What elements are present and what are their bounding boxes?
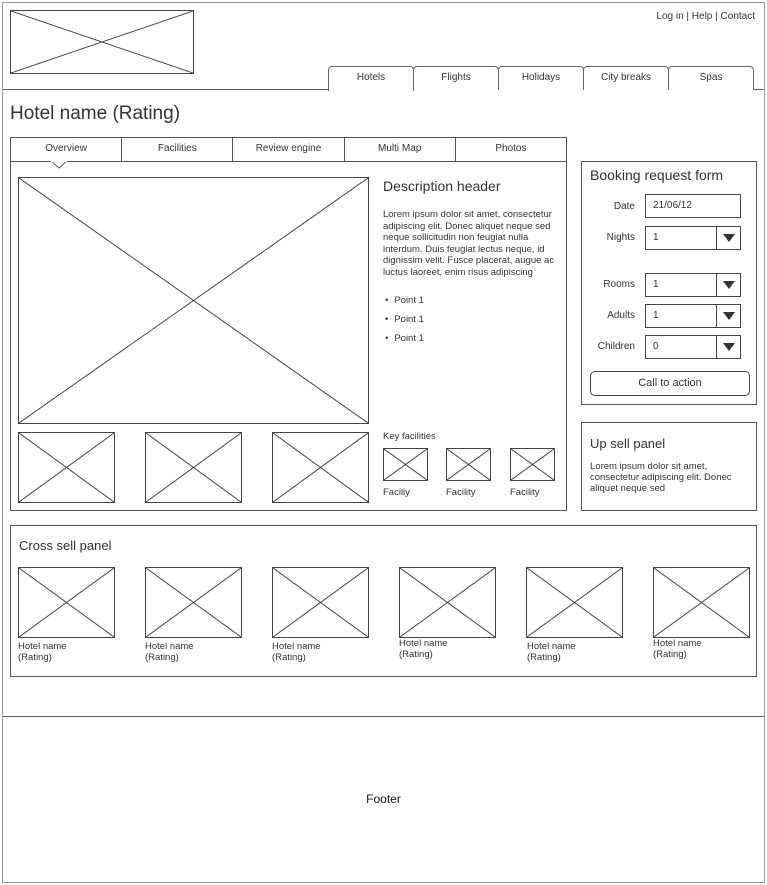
description-body: Lorem ipsum dolor sit amet, consectetur adipiscing elit. Donec aliquet neque sed neque sollicitudin non feugiat nulla interdum. Duis feugiat lectus neque, id dignissim velit. Fusce placerat, augue ac luctus laoreet, enim risus adipiscing <box>383 209 555 278</box>
crosssell-hotel-label[interactable]: Hotel name (Rating) <box>653 638 702 660</box>
thumbnail-image[interactable] <box>18 432 115 503</box>
footer: Footer <box>366 792 401 806</box>
nights-label: Nights <box>606 232 635 243</box>
upsell-panel <box>581 422 757 511</box>
chevron-down-icon[interactable] <box>716 227 740 249</box>
nav-tab-hotels[interactable]: Hotels <box>328 66 414 91</box>
facility-label: Facility <box>446 487 476 498</box>
facility-icon <box>383 448 428 481</box>
call-to-action-button[interactable]: Call to action <box>590 371 750 396</box>
facility-icon <box>510 448 555 481</box>
adults-select[interactable] <box>645 304 741 328</box>
date-label: Date <box>613 201 635 212</box>
description-points <box>385 295 424 352</box>
login-link[interactable]: Log in <box>656 11 684 22</box>
crosssell-hotel-label[interactable]: Hotel name (Rating) <box>145 641 194 663</box>
thumbnail-image[interactable] <box>145 432 242 503</box>
logo-placeholder-image[interactable] <box>10 10 194 74</box>
tab-multi-map[interactable]: Multi Map <box>345 138 456 161</box>
booking-form <box>581 161 757 405</box>
main-hotel-image[interactable] <box>18 177 369 424</box>
list-item: • Point 1 <box>385 295 424 314</box>
tab-photos[interactable]: Photos <box>495 143 527 154</box>
children-value: 0 <box>653 341 659 352</box>
crosssell-panel <box>10 525 757 677</box>
nights-select[interactable] <box>645 226 741 250</box>
booking-form-title: Booking request form <box>590 167 724 183</box>
upsell-body: Lorem ipsum dolor sit amet, consectetur adipiscing elit. Donec aliquet neque sed <box>590 461 732 494</box>
nav-tab-spas[interactable]: Spas <box>668 66 754 90</box>
rooms-select[interactable] <box>645 273 741 297</box>
chevron-down-icon[interactable] <box>716 305 740 327</box>
contact-link[interactable]: Contact <box>720 11 755 22</box>
tab-overview[interactable]: Overview <box>11 138 122 161</box>
crosssell-hotel-image[interactable] <box>18 567 115 638</box>
adults-label: Adults <box>607 310 635 321</box>
rooms-value: 1 <box>653 279 659 290</box>
sub-tabs <box>11 138 566 162</box>
rooms-label: Rooms <box>603 279 635 290</box>
facility-label: Facility <box>510 487 540 498</box>
help-link[interactable]: Help <box>691 11 713 22</box>
tab-review-engine[interactable]: Review engine <box>233 138 344 161</box>
crosssell-hotel-image[interactable] <box>526 567 623 638</box>
crosssell-hotel-label[interactable]: Hotel name (Rating) <box>272 641 321 663</box>
nav-tab-flights[interactable]: Flights <box>413 66 499 90</box>
utility-links: Log in | Help | Contact <box>656 11 755 22</box>
crosssell-title: Cross sell panel <box>19 538 112 553</box>
crosssell-hotel-image[interactable] <box>145 567 242 638</box>
crosssell-hotel-image[interactable] <box>399 567 496 638</box>
hotel-content-panel <box>10 137 567 511</box>
page-title: Hotel name (Rating) <box>10 103 181 124</box>
list-item: • Point 1 <box>385 333 424 352</box>
list-item: • Point 1 <box>385 314 424 333</box>
nav-tab-city-breaks[interactable]: City breaks <box>583 66 669 90</box>
upsell-title: Up sell panel <box>590 436 666 451</box>
nav-tab-holidays[interactable]: Holidays <box>498 66 584 90</box>
chevron-down-icon[interactable] <box>716 274 740 296</box>
facility-label: Faciliy <box>383 487 410 498</box>
main-nav <box>328 66 753 90</box>
facility-icon <box>446 448 491 481</box>
thumbnail-image[interactable] <box>272 432 369 503</box>
children-label: Children <box>597 341 635 352</box>
active-tab-pointer-icon <box>51 161 67 169</box>
crosssell-hotel-label[interactable]: Hotel name (Rating) <box>18 641 67 663</box>
chevron-down-icon[interactable] <box>716 336 740 358</box>
date-field[interactable]: 21/06/12 <box>645 194 741 218</box>
children-select[interactable] <box>645 335 741 359</box>
tab-facilities[interactable]: Facilities <box>122 138 233 161</box>
description-header: Description header <box>383 178 501 194</box>
crosssell-hotel-label[interactable]: Hotel name (Rating) <box>399 638 448 660</box>
crosssell-hotel-label[interactable]: Hotel name (Rating) <box>527 641 576 663</box>
nights-value: 1 <box>653 232 659 243</box>
crosssell-hotel-image[interactable] <box>653 567 750 638</box>
key-facilities-title: Key facilities <box>383 431 436 442</box>
crosssell-hotel-image[interactable] <box>272 567 369 638</box>
adults-value: 1 <box>653 310 659 321</box>
footer-divider <box>3 716 764 717</box>
